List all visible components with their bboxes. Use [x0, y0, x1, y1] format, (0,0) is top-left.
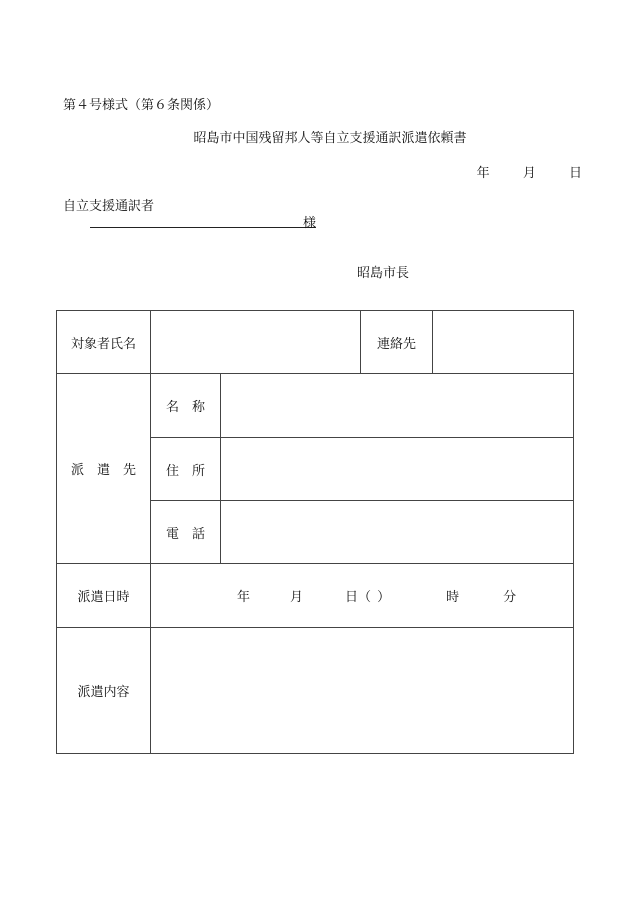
recipient-honorific: 様	[303, 216, 317, 231]
datetime-hour: 時	[446, 590, 460, 605]
request-date	[477, 162, 582, 181]
datetime-minute: 分	[503, 590, 517, 605]
content-row	[57, 628, 574, 754]
date-day: 日	[568, 166, 582, 181]
subject-name-label: 対象者氏名	[57, 311, 151, 374]
datetime-label: 派遣日時	[57, 564, 151, 628]
date-year: 年	[476, 166, 490, 181]
form-number: 第４号様式（第６条関係）	[63, 98, 220, 113]
recipient-label: 自立支援通訳者	[63, 199, 155, 214]
datetime-field[interactable]	[151, 564, 574, 628]
content-label: 派遣内容	[57, 628, 151, 754]
destination-name-field[interactable]	[221, 374, 574, 438]
datetime-month: 月	[290, 590, 304, 605]
destination-phone-label: 電 話	[151, 501, 221, 564]
destination-name-label: 名 称	[151, 374, 221, 438]
datetime-paren-open: （	[358, 590, 372, 605]
contact-field[interactable]	[433, 311, 574, 374]
subject-row	[57, 311, 574, 374]
destination-phone-field[interactable]	[221, 501, 574, 564]
recipient-name-field[interactable]	[90, 213, 316, 228]
datetime-day: 日	[345, 590, 359, 605]
sender-name: 昭島市長	[357, 266, 410, 281]
subject-name-field[interactable]	[151, 311, 361, 374]
destination-address-field[interactable]	[221, 438, 574, 501]
contact-label: 連絡先	[361, 311, 433, 374]
destination-name-row	[57, 374, 574, 438]
destination-address-label: 住 所	[151, 438, 221, 501]
datetime-paren-close: ）	[377, 590, 391, 605]
datetime-year: 年	[237, 590, 251, 605]
document-title: 昭島市中国残留邦人等自立支援通訳派遣依頼書	[193, 131, 467, 146]
content-field[interactable]	[151, 628, 574, 754]
datetime-row	[57, 564, 574, 628]
request-form-table	[56, 310, 574, 754]
destination-label: 派 遣 先	[57, 374, 151, 564]
date-month: 月	[522, 166, 536, 181]
